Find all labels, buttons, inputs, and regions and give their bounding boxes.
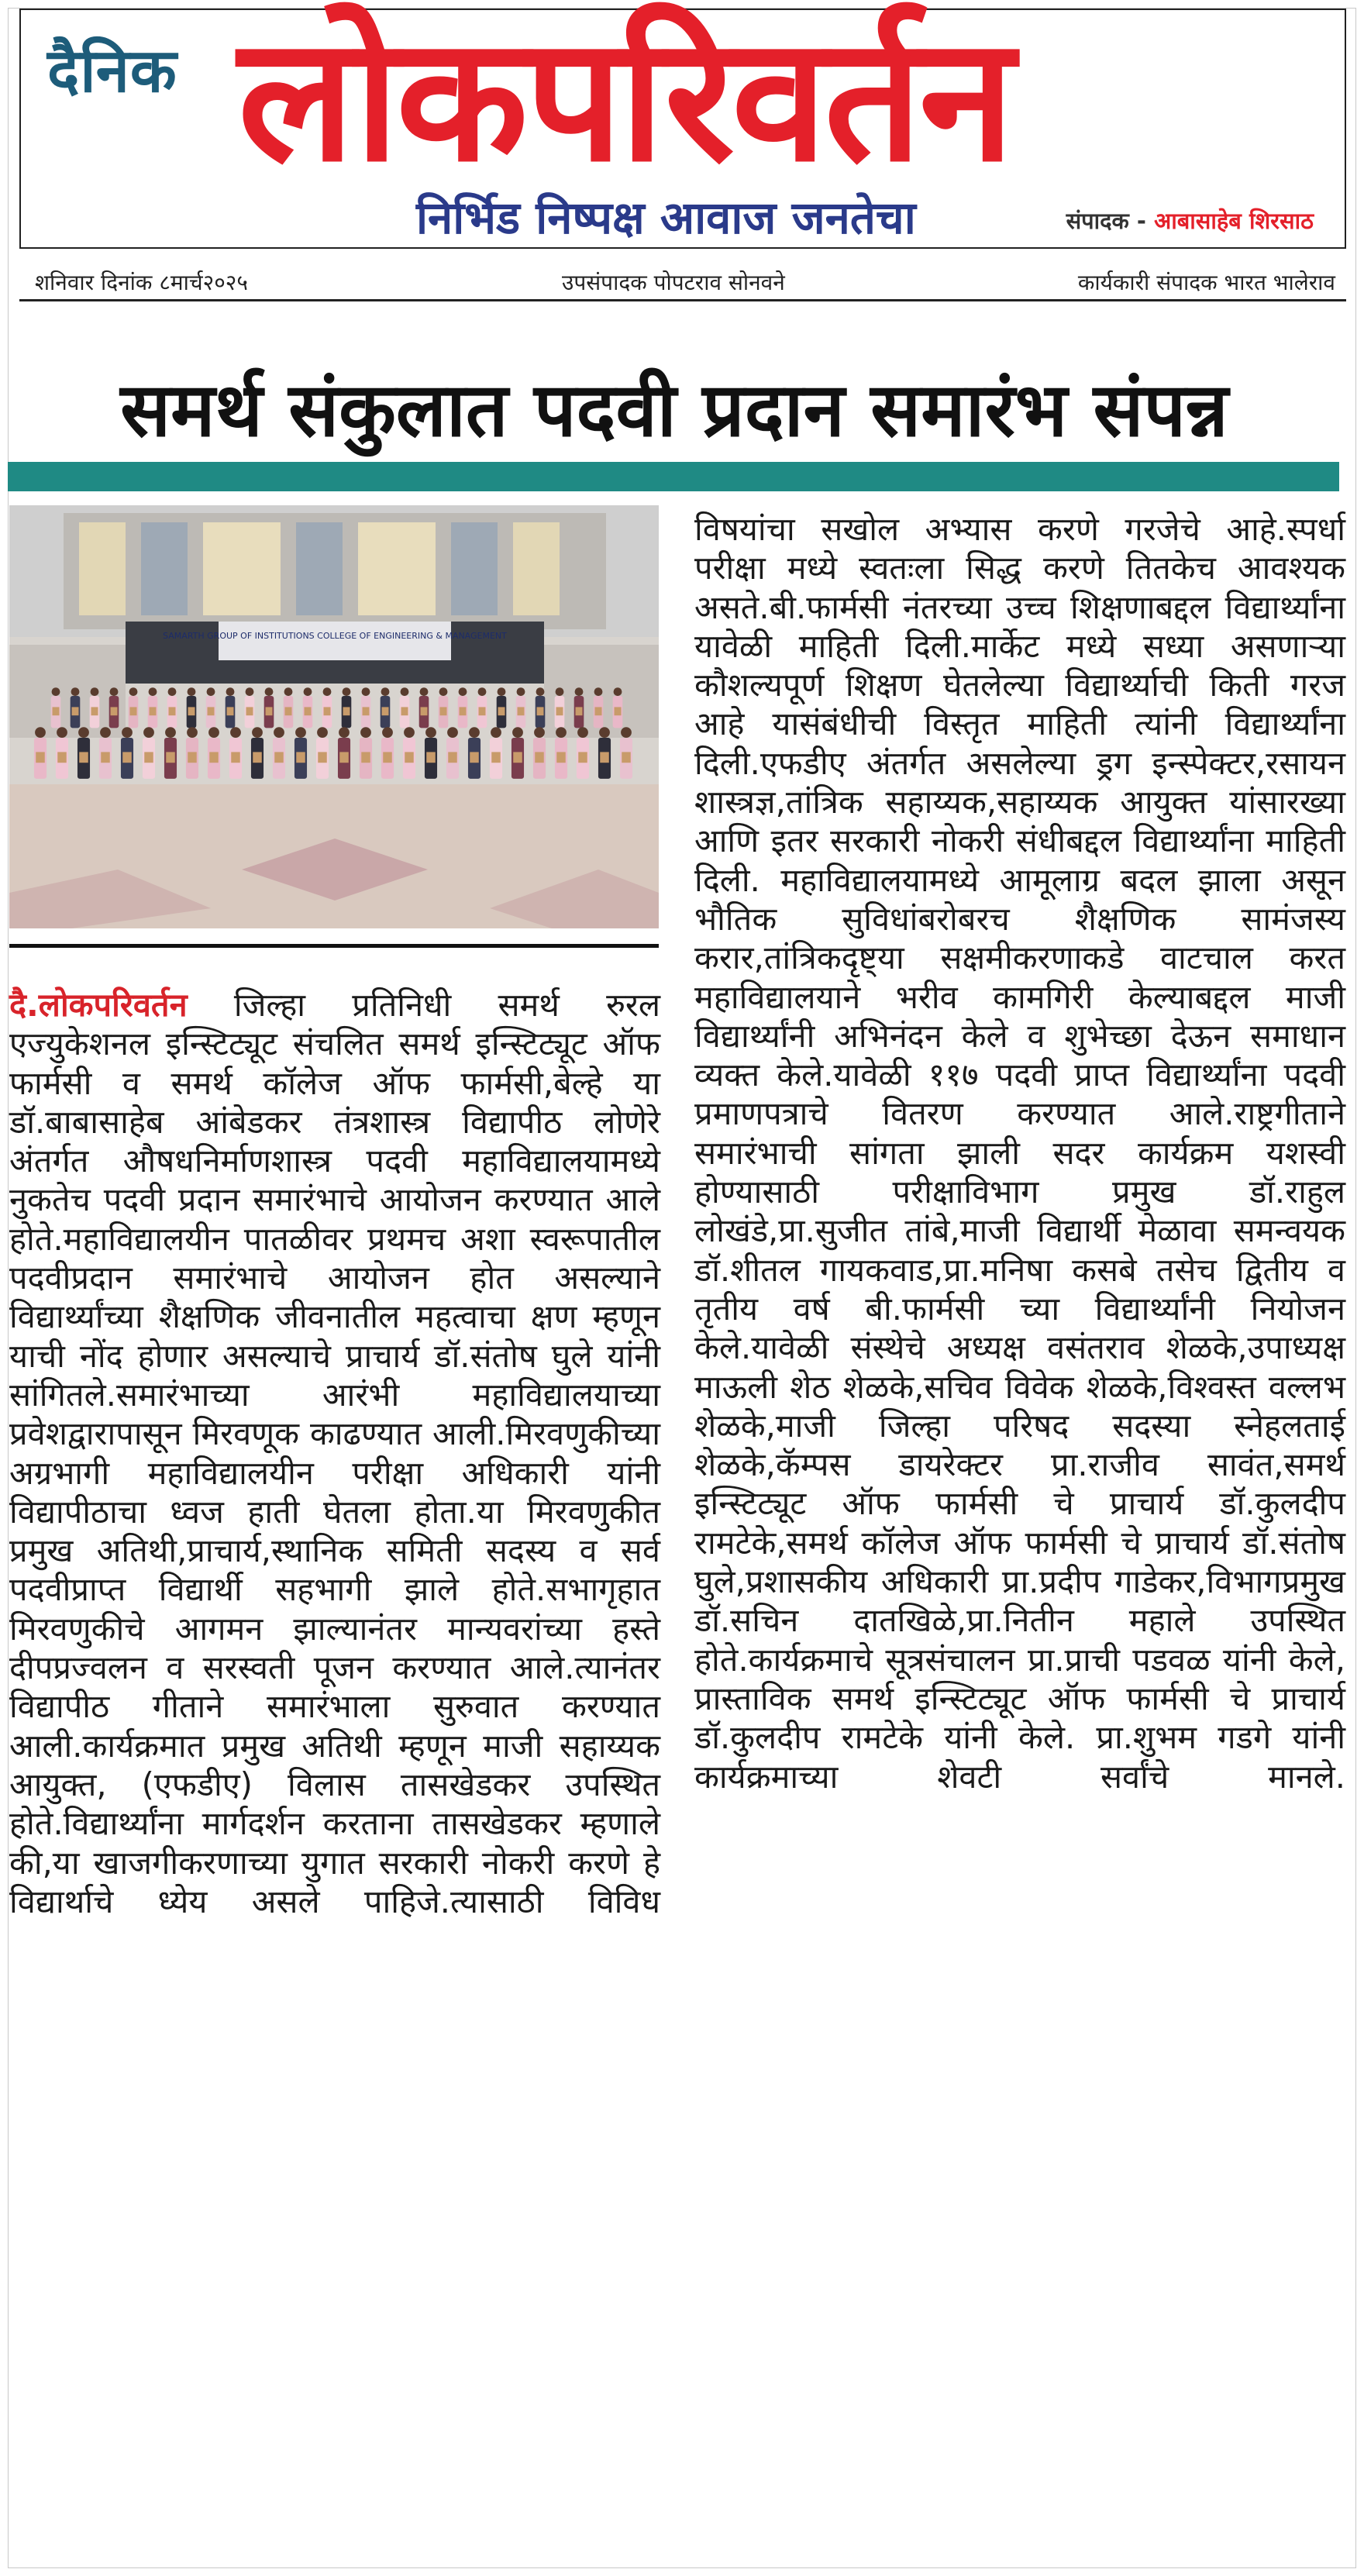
masthead-editor xyxy=(1066,205,1314,236)
article-photo xyxy=(9,505,659,928)
article-headline: समर्थ संकुलात पदवी प्रदान समारंभ संपन्न xyxy=(120,367,1228,453)
article-column-left xyxy=(9,986,660,1921)
article-text-left: जिल्हा प्रतिनिधी समर्थ रुरल एज्युकेशनल इन्स्टिट्यूट संचलित समर्थ इन्स्टिट्यूट ऑफ फार्मसी व समर्थ कॉलेज ऑफ फार्मसी,बेल्हे या डॉ.बाबासाहेब आंबेडकर तंत्रशास्त्र विद्यापीठ लोणेरे अंतर्गत औषधनिर्माणशास्त्र पदवी महाविद्यालयामध्ये नुकतेच पदवी प्रदान समारंभाचे आयोजन करण्यात आले होते.महाविद्यालयीन पातळीवर प्रथमच अशा स्वरूपातील पदवीप्रदान समारंभाचे आयोजन होत असल्याने विद्यार्थ्यांच्या शैक्षणिक जीवनातील महत्वाचा क्षण म्हणून याची नोंद होणार असल्याचे प्राचार्य डॉ.संतोष घुले यांनी सांगितले.समारंभाच्या आरंभी महाविद्यालयाच्या प्रवेशद्वारापासून मिरवणूक काढण्यात आली.मिरवणुकीच्या अग्रभागी महाविद्यालयीन परीक्षा अधिकारी यांनी विद्यापीठाचा ध्वज हाती घेतला होता.या मिरवणुकीत प्रमुख अतिथी,प्राचार्य,स्थानिक समिती सदस्य व सर्व पदवीप्राप्त विद्यार्थी सहभागी झाले होते.सभागृहात मिरवणुकीचे आगमन झाल्यानंतर मान्यवरांच्या हस्ते दीपप्रज्वलन व सरस्वती पूजन करण्यात आले.त्यानंतर विद्यापीठ गीताने समारंभाला सुरुवात करण्यात आली.कार्यक्रमात प्रमुख अतिथी म्हणून माजी सहाय्यक आयुक्त, (एफडीए) विलास तासखेडकर उपस्थित होते.विद्यार्थ्यांना मार्गदर्शन करताना तासखेडकर म्हणाले की,या खाजगीकरणाच्या युगात सरकारी नोकरी करणे हे विद्यार्थाचे ध्येय असले पाहिजे.त्यासाठी विविध xyxy=(9,986,660,1920)
article-column-right xyxy=(694,510,1345,1796)
masthead-small-title: दैनिक xyxy=(47,36,177,106)
graduation-photo-illustration xyxy=(9,505,659,928)
masthead xyxy=(19,0,1346,249)
masthead-tagline: निर्भिड निष्पक्ष आवाज जनतेचा xyxy=(416,191,916,244)
dateline xyxy=(19,250,1346,301)
masthead-title: लोकपरिवर्तन xyxy=(238,0,1012,200)
photo-banner-text: SAMARTH GROUP OF INSTITUTIONS COLLEGE OF ENGINEERING & MANAGEMENT xyxy=(163,631,507,641)
article-byline: दै.लोकपरिवर्तन xyxy=(9,986,188,1024)
dateline-sub-editor: उपसंपादक पोपटराव सोनवने xyxy=(562,270,785,295)
editor-label: संपादक - xyxy=(1066,208,1155,234)
article-text-right: विषयांचा सखोल अभ्यास करणे गरजेचे आहे.स्पर्धा परीक्षा मध्ये स्वतःला सिद्ध करणे तितकेच आवश्यक असते.बी.फार्मसी नंतरच्या उच्च शिक्षणाबद्दल विद्यार्थ्यांना यावेळी माहिती दिली.मार्केट मध्ये सध्या असणाऱ्या कौशल्यपूर्ण शिक्षण घेतलेल्या विद्यार्थ्याची किती गरज आहे यासंबंधीची विस्तृत माहिती त्यांनी विद्यार्थ्यांना दिली.एफडीए अंतर्गत असलेल्या ड्रग इन्स्पेक्टर,रसायन शास्त्रज्ञ,तांत्रिक सहाय्यक,सहाय्यक आयुक्त यांसारख्या आणि इतर सरकारी नोकरी संधीबद्दल विद्यार्थ्यांना माहिती दिली. महाविद्यालयामध्ये आमूलाग्र बदल झाला असून भौतिक सुविधांबरोबरच शैक्षणिक सामंजस्य करार,तांत्रिकदृष्ट्या सक्षमीकरणाकडे वाटचाल करत महाविद्यालयाने भरीव कामगिरी केल्याबद्दल माजी विद्यार्थ्यांनी अभिनंदन केले व शुभेच्छा देऊन समाधान व्यक्त केले.यावेळी ११७ पदवी प्राप्त विद्यार्थ्यांना पदवी प्रमाणपत्राचे वितरण करण्यात आले.राष्ट्रगीताने समारंभाची सांगता झाली सदर कार्यक्रम यशस्वी होण्यासाठी परीक्षाविभाग प्रमुख डॉ.राहुल लोखंडे,प्रा.सुजीत तांबे,माजी विद्यार्थी मेळावा समन्वयक डॉ.शीतल गायकवाड,प्रा.मनिषा कसबे तसेच द्वितीय व तृतीय वर्ष बी.फार्मसी च्या विद्यार्थ्यांनी नियोजन केले.यावेळी संस्थेचे अध्यक्ष वसंतराव शेळके,उपाध्यक्ष माऊली शेठ शेळके,सचिव विवेक शेळके,विश्वस्त वल्लभ शेळके,माजी जिल्हा परिषद सदस्या स्नेहलताई शेळके,कॅम्पस डायरेक्टर प्रा.राजीव सावंत,समर्थ इन्स्टिट्यूट ऑफ फार्मसी चे प्राचार्य डॉ.कुलदीप रामटेके,समर्थ कॉलेज ऑफ फार्मसी चे प्राचार्य डॉ.संतोष घुले,प्रशासकीय अधिकारी प्रा.प्रदीप गाडेकर,विभागप्रमुख डॉ.सचिन दातखिळे,प्रा.नितीन महाले उपस्थित होते.कार्यक्रमाचे सूत्रसंचालन प्रा.प्राची पडवळ यांनी केले, प्रास्ताविक समर्थ इन्स्टिट्यूट ऑफ फार्मसी चे प्राचार्य डॉ.कुलदीप रामटेके यांनी केले. प्रा.शुभम गडगे यांनी कार्यक्रमाच्या शेवटी सर्वांचे मानले. xyxy=(694,510,1345,1796)
headline-divider xyxy=(8,462,1339,491)
editor-name: आबासाहेब शिरसाठ xyxy=(1154,208,1314,234)
dateline-date: शनिवार दिनांक ८मार्च२०२५ xyxy=(35,270,248,295)
dateline-executive-editor: कार्यकारी संपादक भारत भालेराव xyxy=(1077,270,1335,295)
photo-caption-rule xyxy=(9,944,659,948)
